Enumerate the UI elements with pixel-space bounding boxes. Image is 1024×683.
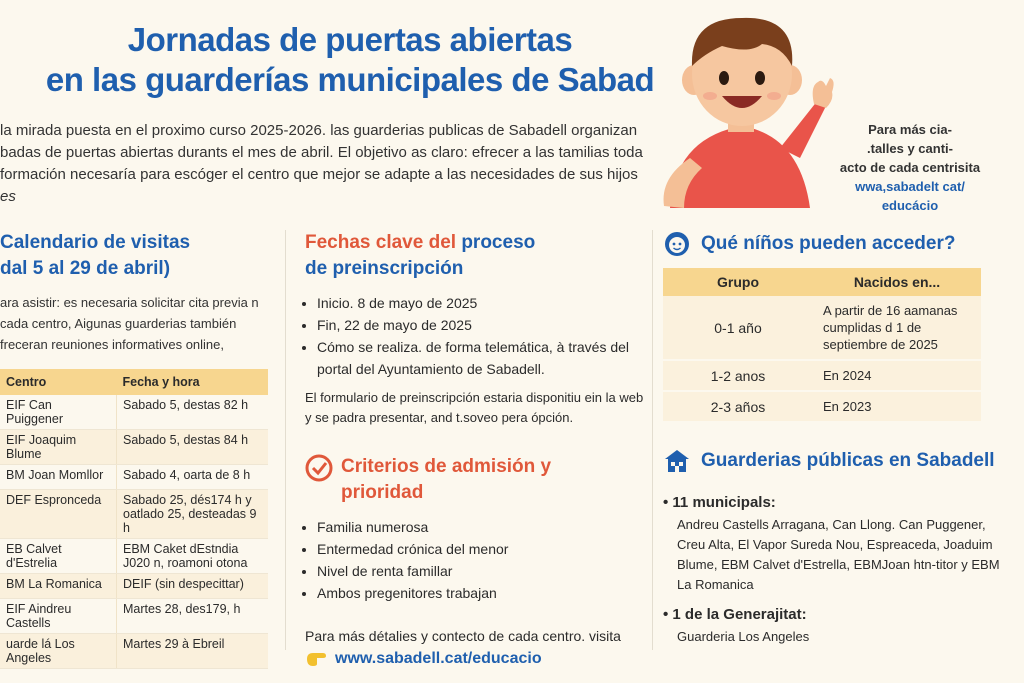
cell-center: BM La Romanica (0, 574, 117, 599)
building-icon (663, 447, 691, 475)
header-born: Nacidos en... (813, 268, 981, 296)
cell-born: En 2023 (813, 391, 981, 422)
table-row (0, 490, 268, 539)
header-group: Grupo (663, 268, 813, 296)
title-line-1: Jornadas de puertas abiertas (127, 21, 573, 58)
calendar-title-line: dal 5 al 29 de abril) (0, 258, 171, 279)
list-item: • Nivel de renta famillar (317, 560, 645, 582)
process-title-line: de preinscripción (305, 258, 464, 279)
title-line-2: en las guarderías municipales de Sabad (45, 61, 655, 98)
column-divider (652, 230, 653, 650)
list-item: • Ambos pregenitores trabajan (317, 582, 645, 604)
info-line: acto de cada centrisita (839, 160, 981, 175)
process-paragraph: El formulario de preinscripción estaria disponitiu ein la web y se padra presentar, and t.soveo pera ópción. (305, 390, 644, 425)
cell-date: Martes 29 à Ebreil (117, 634, 269, 669)
cell-center: uarde lá Los Angeles (0, 634, 117, 669)
info-line: Para más cia- (868, 122, 952, 137)
cell-born: A partir de 16 aamanas cumplidas d 1 de septiembre de 2025 (813, 296, 981, 360)
calendar-title (0, 230, 270, 282)
process-section (305, 230, 645, 668)
footer-link[interactable]: www.sabadell.cat/educacio (335, 650, 542, 667)
calendar-note: ara asistir: es necesaria solicitar cita previa n cada centro, Aigunas guarderias también freceran reuniones informatives online, (0, 295, 259, 352)
cell-group: 0-1 año (663, 296, 813, 360)
table-row (663, 296, 981, 360)
column-divider (285, 230, 286, 650)
info-link[interactable]: wwa,sabadelt cat/ (855, 179, 965, 194)
cell-date: Sabado 4, oarta de 8 h (117, 465, 269, 490)
pointing-hand-icon (305, 650, 327, 668)
calendar-title-line: Calendario de visitas (0, 232, 191, 253)
generalitat-label-text: 1 de la Generajitat: (672, 606, 807, 623)
generalitat-name: Guarderia Los Angeles (677, 629, 810, 644)
cell-center: EIF Joaquim Blume (0, 430, 117, 465)
intro-line: formación necesaría para escóger el centro que mejor se adapte a las necesidades de sus hijos (0, 166, 638, 183)
table-row (0, 430, 268, 465)
eligibility-section (663, 230, 1013, 647)
info-link[interactable]: educácio (881, 198, 939, 213)
table-header-row (663, 268, 981, 296)
cell-date: Sabado 5, destas 84 h (117, 430, 269, 465)
cell-date: Martes 28, des179, h (117, 599, 269, 634)
criteria-header (305, 454, 645, 506)
criteria-title (341, 454, 551, 506)
child-face-icon (663, 230, 691, 258)
cell-center: BM Joan Momllor (0, 465, 117, 490)
list-item: • Familia numerosa (317, 516, 645, 538)
process-title-b: proceso (456, 232, 536, 253)
list-item: • Fin, 22 de mayo de 2025 (317, 314, 645, 336)
public-title: Guarderias públicas en Sabadell (701, 450, 995, 471)
ages-table (663, 268, 981, 423)
cell-date: Sabado 5, destas 82 h (117, 395, 269, 430)
process-title-a: Fechas clave del (305, 232, 457, 253)
eligibility-header (663, 230, 1013, 258)
table-row (0, 599, 268, 634)
cell-group: 2-3 años (663, 391, 813, 422)
child-waving-illustration (650, 8, 835, 208)
cell-group: 1-2 anos (663, 360, 813, 391)
table-row (663, 360, 981, 391)
municipal-label: • 11 municipals: (663, 494, 776, 511)
intro-paragraph (0, 120, 650, 208)
cell-center: EIF Can Puiggener (0, 395, 117, 430)
table-row (0, 395, 268, 430)
cell-date: DEIF (sin despecittar) (117, 574, 269, 599)
process-title-line (305, 230, 645, 256)
eligibility-title: Qué níños pueden acceder? (701, 233, 956, 254)
list-item: • Cómo se realiza. de forma telemática, à través del portal del Ayuntamiento de Sabadell. (317, 336, 645, 380)
footer-text: Para más détalies y contecto de cada centro. visita (305, 628, 621, 644)
public-list (663, 493, 1013, 647)
table-row (663, 391, 981, 422)
cell-born: En 2024 (813, 360, 981, 391)
process-list (305, 292, 645, 380)
cell-center: EB Calvet d'Estrelia (0, 539, 117, 574)
intro-line: badas de puertas abiertas durants el mes de abril. El objetivo as claro: efrecer a las tamilias toda (0, 144, 643, 161)
criteria-list (305, 516, 645, 604)
criteria-title-line: prioridad (341, 482, 424, 503)
info-line: .talles y canti- (867, 141, 953, 156)
table-row (0, 465, 268, 490)
intro-line: la mirada puesta en el proximo curso 2025-2026. las guarderias publicas de Sabadell organizan (0, 122, 638, 139)
cell-center: DEF Espronceda (0, 490, 117, 539)
header-center: Centro (0, 369, 117, 395)
header-date: Fecha y hora (117, 369, 269, 395)
municipal-label-text: 11 municipals: (672, 494, 776, 511)
footer-link-row[interactable] (305, 650, 645, 668)
table-row (0, 634, 268, 669)
generalitat-label: • 1 de la Generajitat: (663, 606, 807, 623)
table-row (0, 574, 268, 599)
cell-date: EBM Caket dEstndia J020 n, roamoni otona (117, 539, 269, 574)
visits-table (0, 369, 268, 669)
table-row (0, 539, 268, 574)
contact-info-box (810, 120, 1010, 215)
list-item: • Inicio. 8 de mayo de 2025 (317, 292, 645, 314)
intro-line: es (0, 188, 16, 205)
list-item: • Entermedad crónica del menor (317, 538, 645, 560)
page-title (0, 20, 700, 100)
table-header-row (0, 369, 268, 395)
public-header (663, 447, 1013, 475)
cell-center: EIF Aindreu Castells (0, 599, 117, 634)
cell-date: Sabado 25, dés174 h y oatlado 25, desteadas 9 h (117, 490, 269, 539)
calendar-section (0, 230, 270, 669)
municipal-list: Andreu Castells Arragana, Can Llong. Can Puggener, Creu Alta, El Vapor Sureda Nou, Espreaceda, Joaduim Blume, EBM Calvet d'Estrella, EBMJoan htn-titor y EBM La Romanica (677, 517, 1000, 592)
target-icon (305, 454, 333, 482)
criteria-title-line: Criterios de admisión y (341, 456, 552, 477)
process-title (305, 230, 645, 282)
